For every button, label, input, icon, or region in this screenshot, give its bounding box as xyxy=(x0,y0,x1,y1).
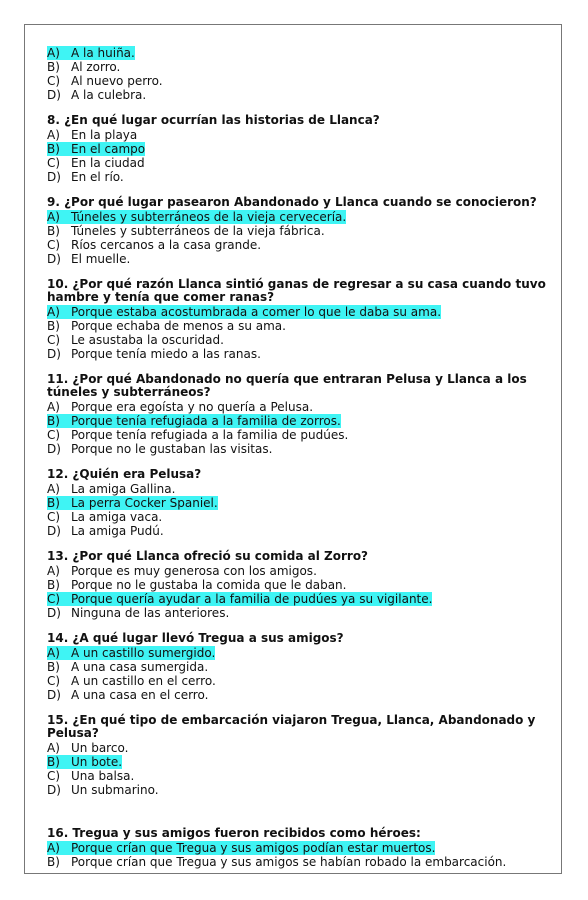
option-letter: B) xyxy=(47,496,60,510)
question-title: 11. ¿Por qué Abandonado no quería que entraran Pelusa y Llanca a los túneles y subterráneos? xyxy=(47,372,527,399)
question-title: 9. ¿Por qué lugar pasearon Abandonado y Llanca cuando se conocieron? xyxy=(47,195,537,209)
option-text: Porque estaba acostumbrada a comer lo que le daba su ama. xyxy=(71,305,442,319)
answer-text xyxy=(47,578,346,592)
option-text: Al nuevo perro. xyxy=(71,74,163,88)
highlighted-answer xyxy=(47,414,341,428)
option-text: Un submarino. xyxy=(71,783,159,797)
option-text: Un bote. xyxy=(71,755,123,769)
answer-text xyxy=(47,606,229,620)
answer-text xyxy=(47,224,325,238)
answer-text xyxy=(47,524,164,538)
option-letter: C) xyxy=(47,333,61,347)
question-title: 8. ¿En qué lugar ocurrían las historias de Llanca? xyxy=(47,113,380,127)
option-letter: B) xyxy=(47,414,60,428)
option-letter: B) xyxy=(47,142,60,156)
answer-text xyxy=(47,400,313,414)
option-text: En el río. xyxy=(71,170,124,184)
answer-option xyxy=(47,170,552,184)
option-letter: D) xyxy=(47,688,61,702)
option-text: Porque era egoísta y no quería a Pelusa. xyxy=(71,400,314,414)
question-2 xyxy=(47,196,552,266)
question-9 xyxy=(47,827,552,869)
answer-text xyxy=(47,333,224,347)
answer-text xyxy=(47,156,145,170)
answer-text xyxy=(47,60,120,74)
highlighted-answer xyxy=(47,46,135,60)
answer-option xyxy=(47,496,552,510)
question-title: 16. Tregua y sus amigos fueron recibidos como héroes: xyxy=(47,826,421,840)
option-text: Porque quería ayudar a la familia de pudúes ya su vigilante. xyxy=(71,592,433,606)
option-letter: B) xyxy=(47,578,60,592)
option-text: La amiga Gallina. xyxy=(71,482,176,496)
highlighted-answer xyxy=(47,755,122,769)
option-text: La amiga vaca. xyxy=(71,510,163,524)
answer-option xyxy=(47,755,552,769)
answer-option xyxy=(47,347,552,361)
option-letter: C) xyxy=(47,510,61,524)
question-3 xyxy=(47,278,552,361)
answer-option xyxy=(47,855,552,869)
option-letter: A) xyxy=(47,46,60,60)
option-letter: D) xyxy=(47,88,61,102)
highlighted-answer xyxy=(47,496,218,510)
answer-option xyxy=(47,442,552,456)
question-4 xyxy=(47,373,552,456)
question-title: 15. ¿En qué tipo de embarcación viajaron Tregua, Llanca, Abandonado y Pelusa? xyxy=(47,713,536,740)
answer-option xyxy=(47,428,552,442)
answer-option xyxy=(47,414,552,428)
answer-option xyxy=(47,674,552,688)
answer-option xyxy=(47,319,552,333)
answer-text xyxy=(47,769,134,783)
question-title: 14. ¿A qué lugar llevó Tregua a sus amigos? xyxy=(47,631,344,645)
option-letter: D) xyxy=(47,170,61,184)
option-text: Una balsa. xyxy=(71,769,135,783)
option-text: Porque es muy generosa con los amigos. xyxy=(71,564,317,578)
answer-option xyxy=(47,783,552,797)
option-letter: D) xyxy=(47,347,61,361)
option-letter: B) xyxy=(47,319,60,333)
option-letter: A) xyxy=(47,400,60,414)
answer-option xyxy=(47,524,552,538)
question-title: 10. ¿Por qué razón Llanca sintió ganas de regresar a su casa cuando tuvo hambre y tenía que comer ranas? xyxy=(47,277,546,304)
option-letter: A) xyxy=(47,305,60,319)
question-1 xyxy=(47,114,552,184)
option-text: A un castillo sumergido. xyxy=(71,646,216,660)
answer-option xyxy=(47,142,552,156)
answer-text xyxy=(47,428,348,442)
option-letter: A) xyxy=(47,128,60,142)
answer-option xyxy=(47,482,552,496)
option-text: Túneles y subterráneos de la vieja fábrica. xyxy=(71,224,325,238)
option-letter: A) xyxy=(47,841,60,855)
option-text: Porque tenía refugiada a la familia de pudúes. xyxy=(71,428,349,442)
answer-text xyxy=(47,252,130,266)
option-letter: D) xyxy=(47,442,61,456)
option-text: En el campo xyxy=(71,142,146,156)
option-letter: A) xyxy=(47,564,60,578)
answer-text xyxy=(47,238,261,252)
option-text: A la huiña. xyxy=(71,46,135,60)
option-text: A una casa en el cerro. xyxy=(71,688,209,702)
option-text: Al zorro. xyxy=(71,60,121,74)
answer-option xyxy=(47,305,552,319)
answer-text xyxy=(47,74,163,88)
option-text: En la playa xyxy=(71,128,138,142)
answer-option xyxy=(47,60,552,74)
option-letter: D) xyxy=(47,783,61,797)
option-letter: C) xyxy=(47,238,61,252)
option-text: Porque tenía miedo a las ranas. xyxy=(71,347,261,361)
option-letter: B) xyxy=(47,755,60,769)
option-letter: B) xyxy=(47,660,60,674)
question-5 xyxy=(47,468,552,538)
option-text: A la culebra. xyxy=(71,88,147,102)
highlighted-answer xyxy=(47,305,441,319)
answer-option xyxy=(47,510,552,524)
option-text: Porque no le gustaba la comida que le daban. xyxy=(71,578,347,592)
option-text: Porque tenía refugiada a la familia de zorros. xyxy=(71,414,341,428)
option-letter: B) xyxy=(47,855,60,869)
option-text: Porque echaba de menos a su ama. xyxy=(71,319,286,333)
option-text: En la ciudad xyxy=(71,156,145,170)
option-text: Un barco. xyxy=(71,741,129,755)
answer-option xyxy=(47,74,552,88)
highlighted-answer xyxy=(47,841,435,855)
option-text: Ninguna de las anteriores. xyxy=(71,606,230,620)
option-text: La amiga Pudú. xyxy=(71,524,164,538)
answer-text xyxy=(47,482,175,496)
highlighted-answer xyxy=(47,210,346,224)
option-letter: D) xyxy=(47,606,61,620)
option-letter: A) xyxy=(47,646,60,660)
answer-option xyxy=(47,841,552,855)
answer-option xyxy=(47,578,552,592)
answer-text xyxy=(47,347,261,361)
answer-text xyxy=(47,855,506,869)
answer-option xyxy=(47,688,552,702)
highlighted-answer xyxy=(47,646,215,660)
option-letter: A) xyxy=(47,210,60,224)
option-text: Túneles y subterráneos de la vieja cervecería. xyxy=(71,210,347,224)
answer-option xyxy=(47,333,552,347)
option-letter: C) xyxy=(47,74,61,88)
option-letter: C) xyxy=(47,769,61,783)
highlighted-answer xyxy=(47,142,145,156)
answer-text xyxy=(47,88,146,102)
answer-text xyxy=(47,128,137,142)
answer-option xyxy=(47,660,552,674)
question-7 xyxy=(47,632,552,702)
option-letter: C) xyxy=(47,674,61,688)
option-text: Ríos cercanos a la casa grande. xyxy=(71,238,262,252)
option-letter: C) xyxy=(47,428,61,442)
highlighted-answer xyxy=(47,592,432,606)
answer-text xyxy=(47,660,208,674)
option-letter: B) xyxy=(47,60,60,74)
answer-option xyxy=(47,400,552,414)
option-text: A una casa sumergida. xyxy=(71,660,209,674)
answer-option xyxy=(47,769,552,783)
answer-text xyxy=(47,442,272,456)
answer-option xyxy=(47,252,552,266)
option-text: Porque crían que Tregua y sus amigos podían estar muertos. xyxy=(71,841,436,855)
answer-option xyxy=(47,606,552,620)
question-8 xyxy=(47,714,552,797)
answer-text xyxy=(47,688,208,702)
quiz-content xyxy=(47,46,552,881)
option-text: El muelle. xyxy=(71,252,131,266)
answer-option xyxy=(47,156,552,170)
option-text: Porque no le gustaban las visitas. xyxy=(71,442,273,456)
answer-text xyxy=(47,564,317,578)
option-letter: C) xyxy=(47,592,61,606)
option-text: A un castillo en el cerro. xyxy=(71,674,216,688)
question-title: 13. ¿Por qué Llanca ofreció su comida al Zorro? xyxy=(47,549,369,563)
answer-option xyxy=(47,224,552,238)
answer-text xyxy=(47,319,286,333)
option-letter: D) xyxy=(47,524,61,538)
question-6 xyxy=(47,550,552,620)
option-letter: B) xyxy=(47,224,60,238)
option-text: Le asustaba la oscuridad. xyxy=(71,333,224,347)
answer-option xyxy=(47,646,552,660)
answer-option xyxy=(47,128,552,142)
answer-option xyxy=(47,564,552,578)
answer-text xyxy=(47,783,159,797)
option-letter: A) xyxy=(47,741,60,755)
answer-text xyxy=(47,510,162,524)
question-0 xyxy=(47,46,552,102)
option-letter: D) xyxy=(47,252,61,266)
answer-text xyxy=(47,741,128,755)
answer-option xyxy=(47,88,552,102)
answer-text xyxy=(47,674,216,688)
answer-option xyxy=(47,46,552,60)
option-text: La perra Cocker Spaniel. xyxy=(71,496,218,510)
answer-option xyxy=(47,238,552,252)
answer-option xyxy=(47,741,552,755)
answer-text xyxy=(47,170,124,184)
answer-option xyxy=(47,592,552,606)
answer-option xyxy=(47,210,552,224)
option-text: Porque crían que Tregua y sus amigos se habían robado la embarcación. xyxy=(71,855,507,869)
option-letter: C) xyxy=(47,156,61,170)
option-letter: A) xyxy=(47,482,60,496)
question-title: 12. ¿Quién era Pelusa? xyxy=(47,467,202,481)
